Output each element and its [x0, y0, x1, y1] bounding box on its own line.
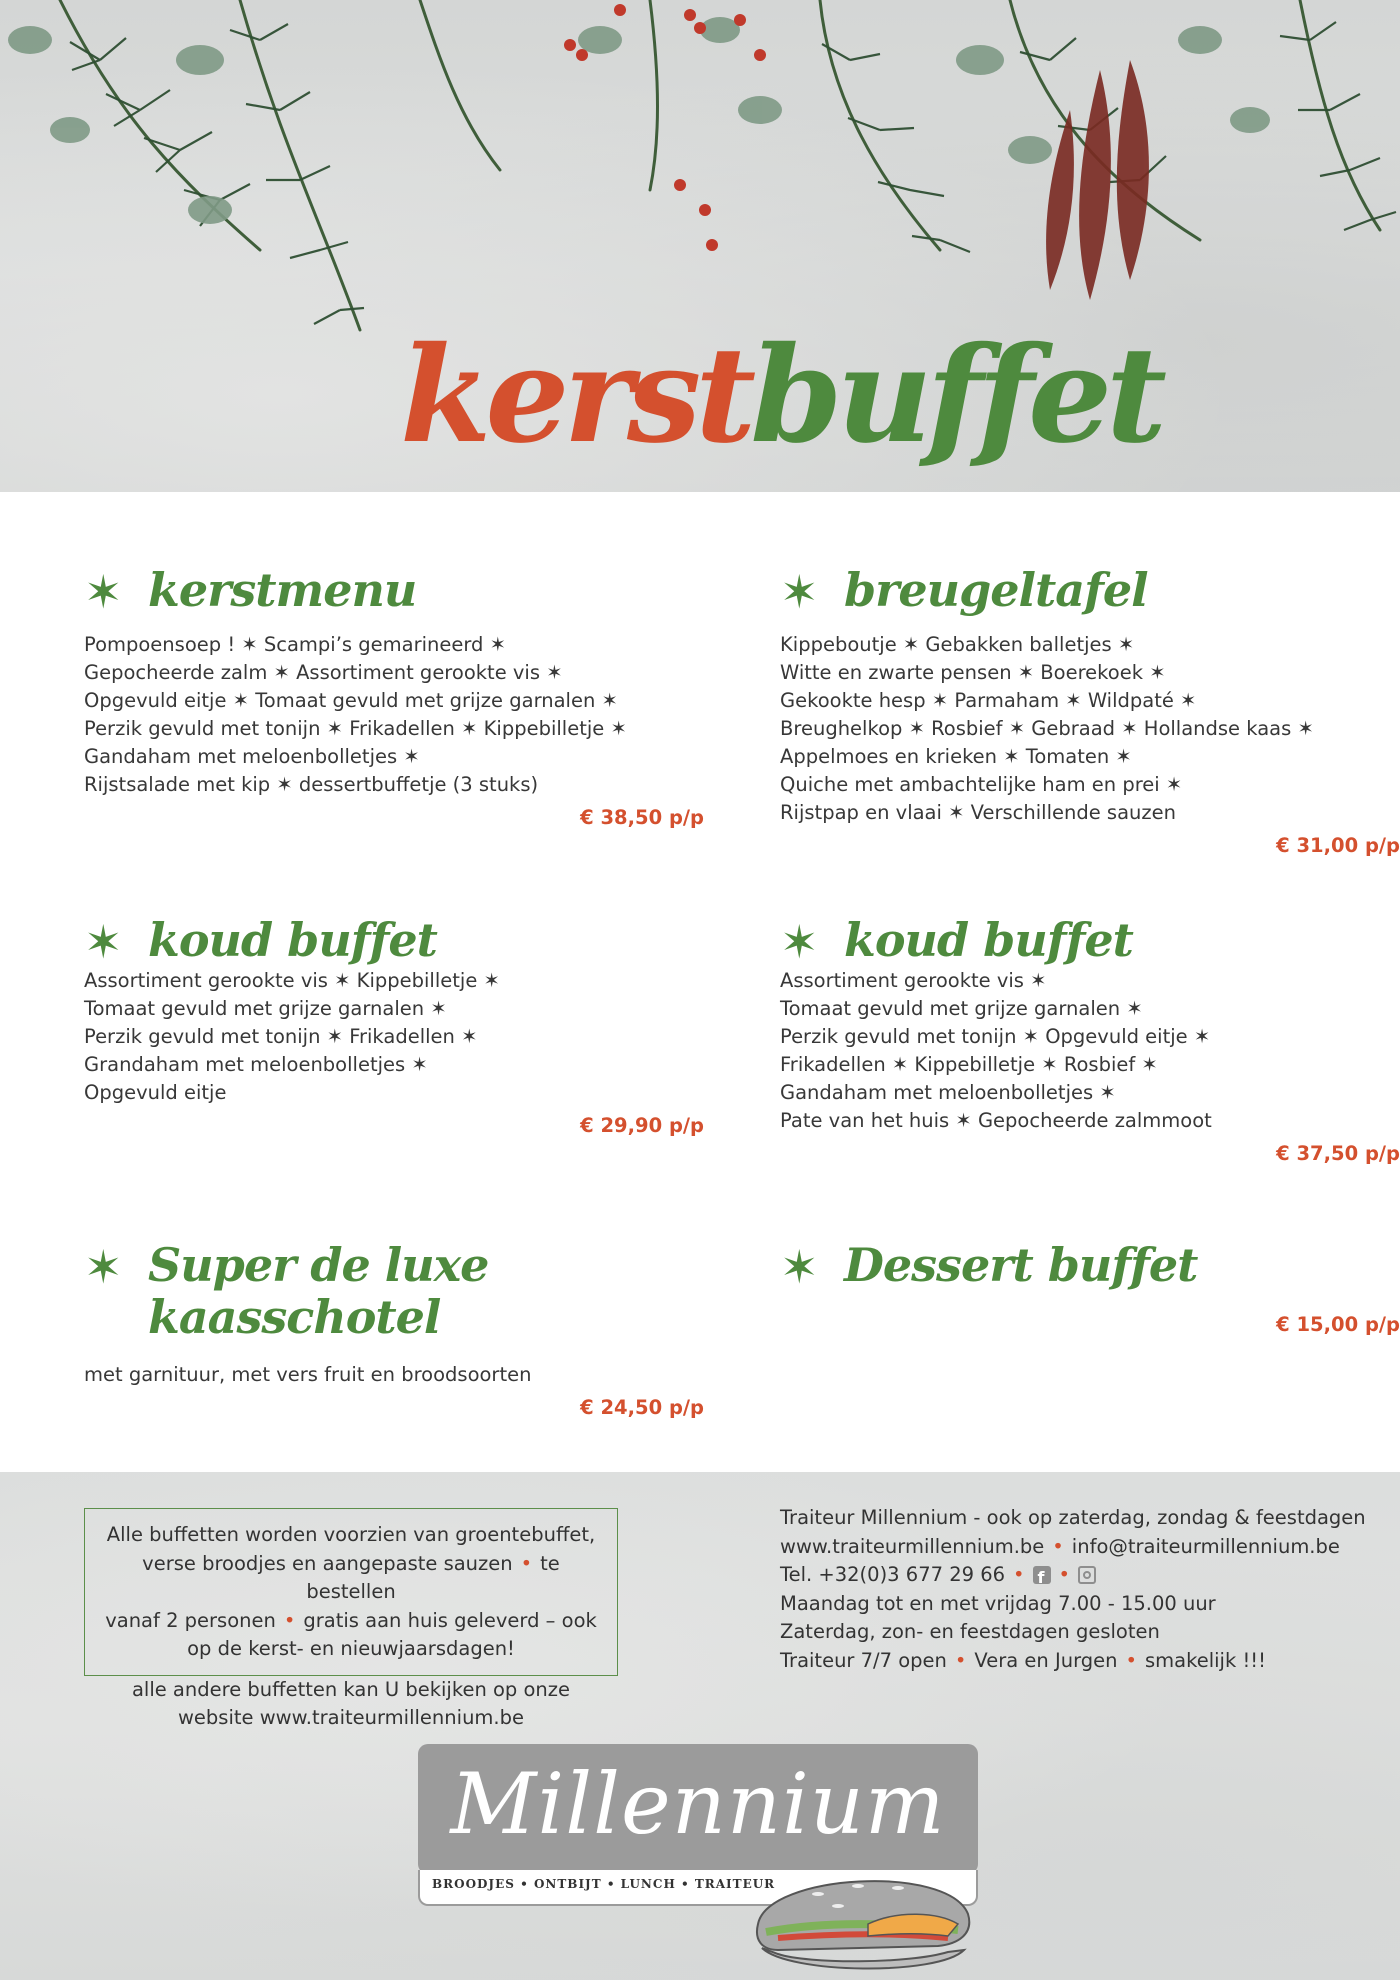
- price-label: € 15,00 p/p: [1276, 1312, 1400, 1336]
- contact-web-line: [780, 1533, 1380, 1562]
- menu-item: Gandaham met meloenbolletjes ✶: [780, 1080, 1116, 1104]
- menu-item: Pompoensoep ! ✶ Scampi’s gemarineerd ✶: [84, 632, 506, 656]
- title-part-kerst: kerst: [400, 318, 751, 473]
- menu-item: Appelmoes en krieken ✶ Tomaten ✶: [780, 744, 1132, 768]
- price-label: € 24,50 p/p: [580, 1396, 704, 1420]
- section-koud-buffet-1: [84, 913, 704, 1139]
- menu-item: Rijstsalade met kip ✶ dessertbuffetje (3 stuks): [84, 772, 539, 796]
- star-icon: ✶: [780, 915, 819, 969]
- millennium-logo: [418, 1744, 980, 1980]
- section-title: breugeltafel: [844, 563, 1148, 617]
- closing-line: Traiteur 7/7 open • Vera en Jurgen • smakelijk !!!: [780, 1648, 1266, 1672]
- notice-line: website www.traiteurmillennium.be: [177, 1706, 524, 1729]
- bullet-separator: •: [1058, 1563, 1071, 1586]
- menu-item: Gekookte hesp ✶ Parmaham ✶ Wildpaté ✶: [780, 688, 1197, 712]
- menu-item: Pate van het huis ✶ Gepocheerde zalmmoot: [780, 1108, 1212, 1132]
- star-icon: ✶: [84, 915, 123, 969]
- bullet-separator: •: [1125, 1648, 1137, 1672]
- facebook-icon[interactable]: [1033, 1566, 1051, 1584]
- title-part-buffet: buffet: [750, 318, 1162, 473]
- menu-items: [780, 631, 1340, 827]
- menu-item: Breughelkop ✶ Rosbief ✶ Gebraad ✶ Hollandse kaas ✶: [780, 716, 1314, 740]
- section-koud-buffet-2: [780, 913, 1400, 1167]
- notice-line: Alle buffetten worden voorzien van groentebuffet,: [106, 1523, 596, 1546]
- menu-item: Gandaham met meloenbolletjes ✶: [84, 744, 420, 768]
- menu-item: Perzik gevuld met tonijn ✶ Frikadellen ✶: [84, 1024, 478, 1048]
- menu-items: [780, 967, 1340, 1135]
- star-icon: ✶: [780, 1240, 819, 1294]
- section-title: Dessert buffet: [844, 1238, 1198, 1292]
- notice-line: verse broodjes en aangepaste sauzen • te bestellen: [142, 1551, 560, 1603]
- menu-item: Frikadellen ✶ Kippebilletje ✶ Rosbief ✶: [780, 1052, 1158, 1076]
- menu-items: [84, 967, 644, 1107]
- logo-wordmark: Millennium: [450, 1755, 946, 1853]
- menu-item: met garnituur, met vers fruit en broodsoorten: [84, 1363, 532, 1387]
- price-label: € 29,90 p/p: [580, 1113, 704, 1137]
- section-title: kerstmenu: [148, 563, 417, 617]
- section-breugeltafel: [780, 563, 1400, 859]
- notice-line: op de kerst- en nieuwjaarsdagen!: [187, 1637, 515, 1660]
- menu-items: [84, 1361, 644, 1389]
- contact-info: [780, 1504, 1380, 1675]
- closed-days: Zaterdag, zon- en feestdagen gesloten: [780, 1620, 1160, 1643]
- contact-tagline: Traiteur Millennium - ook op zaterdag, zondag & feestdagen: [780, 1506, 1366, 1529]
- menu-item: Perzik gevuld met tonijn ✶ Opgevuld eitje ✶: [780, 1024, 1211, 1048]
- menu-item: Tomaat gevuld met grijze garnalen ✶: [84, 996, 447, 1020]
- menu-item: Opgevuld eitje ✶ Tomaat gevuld met grijze garnalen ✶: [84, 688, 618, 712]
- bullet-separator: •: [954, 1648, 967, 1672]
- bullet-separator: •: [520, 1551, 533, 1575]
- star-icon: ✶: [84, 1240, 123, 1294]
- notice-line: vanaf 2 personen • gratis aan huis geleverd – ook: [105, 1608, 597, 1632]
- price-label: € 37,50 p/p: [1276, 1141, 1400, 1165]
- header-image: [0, 0, 1400, 492]
- menu-item: Quiche met ambachtelijke ham en prei ✶: [780, 772, 1183, 796]
- bullet-separator: •: [283, 1608, 296, 1632]
- website-link[interactable]: www.traiteurmillennium.be: [780, 1534, 1045, 1558]
- section-title: Super de luxe kaasschotel: [148, 1238, 489, 1344]
- price-label: € 31,00 p/p: [1276, 833, 1400, 857]
- star-icon: ✶: [780, 565, 819, 619]
- menu-item: Grandaham met meloenbolletjes ✶: [84, 1052, 428, 1076]
- section-title: koud buffet: [844, 913, 1133, 967]
- opening-hours: Maandag tot en met vrijdag 7.00 - 15.00 uur: [780, 1591, 1216, 1615]
- email-link[interactable]: info@traiteurmillennium.be: [1071, 1534, 1340, 1558]
- sandwich-icon: [748, 1854, 980, 1980]
- section-kaasschotel: [84, 1238, 704, 1421]
- section-dessert-buffet: [780, 1238, 1400, 1338]
- star-icon: ✶: [84, 565, 123, 619]
- section-title: koud buffet: [148, 913, 437, 967]
- info-box: [84, 1508, 618, 1729]
- menu-item: Assortiment gerookte vis ✶: [780, 968, 1047, 992]
- menu-item: Perzik gevuld met tonijn ✶ Frikadellen ✶ Kippebilletje ✶: [84, 716, 627, 740]
- menu-item: Rijstpap en vlaai ✶ Verschillende sauzen: [780, 800, 1176, 824]
- menu-item: Tomaat gevuld met grijze garnalen ✶: [780, 996, 1143, 1020]
- menu-item: Kippeboutje ✶ Gebakken balletjes ✶: [780, 632, 1135, 656]
- section-kerstmenu: [84, 563, 704, 831]
- bullet-separator: •: [1013, 1563, 1025, 1586]
- menu-item: Assortiment gerookte vis ✶ Kippebilletje ✶: [84, 968, 500, 992]
- page-title: [400, 318, 1162, 492]
- menu-item: Gepocheerde zalm ✶ Assortiment gerookte vis ✶: [84, 660, 563, 684]
- notice-line: alle andere buffetten kan U bekijken op onze: [131, 1677, 571, 1701]
- bullet-separator: •: [1052, 1534, 1064, 1558]
- contact-phone-line: [780, 1561, 1380, 1590]
- menu-items: [84, 631, 644, 799]
- menu-item: Witte en zwarte pensen ✶ Boerekoek ✶: [780, 660, 1166, 684]
- logo-tagline: BROODJES • ONTBIJT • LUNCH • TRAITEUR: [432, 1877, 776, 1891]
- instagram-icon[interactable]: [1078, 1566, 1096, 1584]
- phone-number: Tel. +32(0)3 677 29 66: [780, 1563, 1006, 1586]
- price-label: € 38,50 p/p: [580, 805, 704, 829]
- footer: [0, 1472, 1400, 1980]
- menu-item: Opgevuld eitje: [84, 1080, 227, 1104]
